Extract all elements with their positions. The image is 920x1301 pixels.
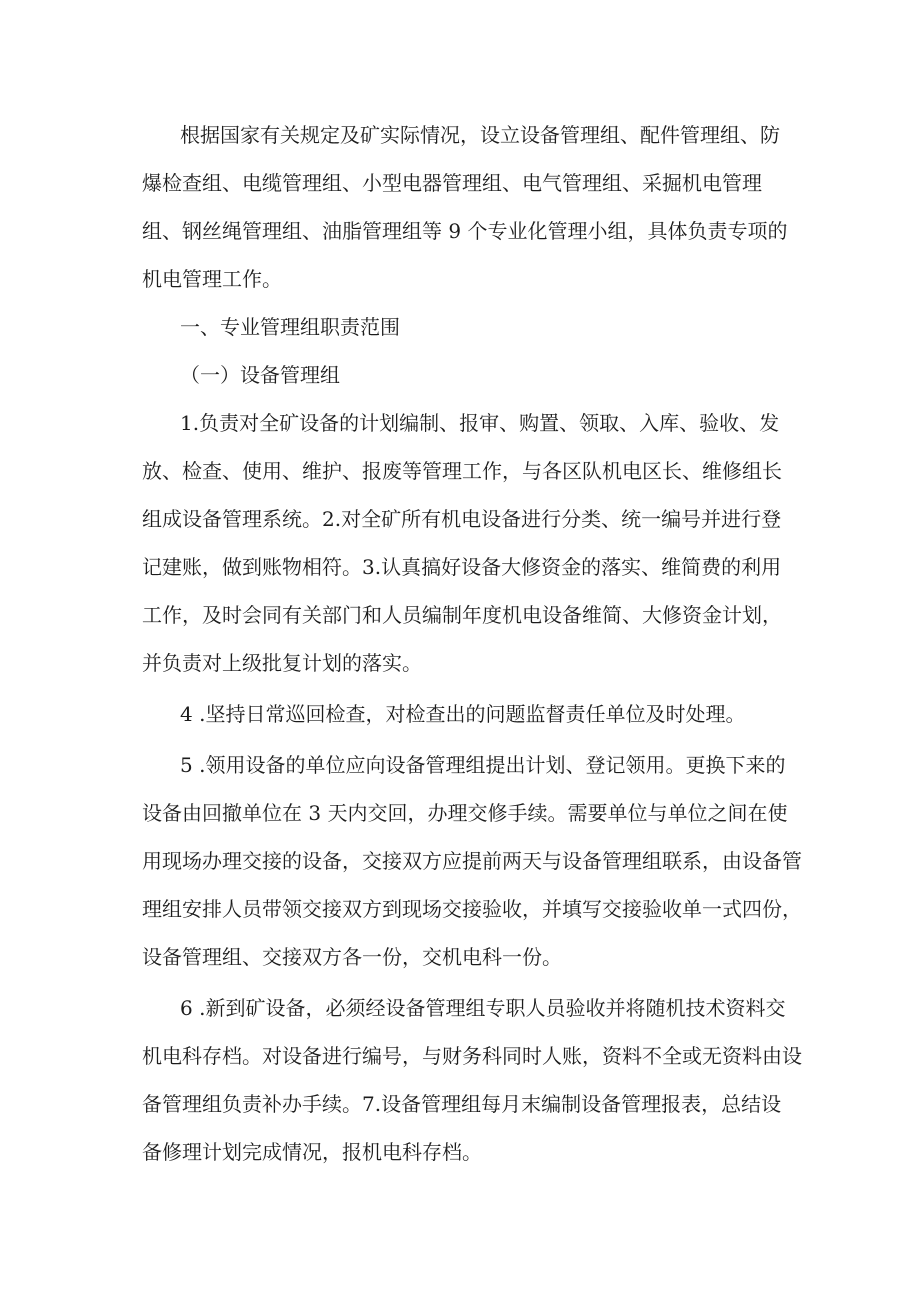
paragraph-item-4 bbox=[142, 690, 792, 738]
paragraph-items-1-3 bbox=[142, 399, 792, 687]
text-line: 记建账，做到账物相符。3.认真搞好设备大修资金的落实、维简费的利用 bbox=[142, 555, 782, 579]
heading-line: （一）设备管理组 bbox=[180, 363, 340, 387]
text-line: 5 .领用设备的单位应向设备管理组提出计划、登记领用。更换下来的 bbox=[180, 753, 786, 777]
text-line: 6 .新到矿设备，必须经设备管理组专职人员验收并将随机技术资料交 bbox=[180, 996, 786, 1020]
text-line: 爆检查组、电缆管理组、小型电器管理组、电气管理组、采掘机电管理 bbox=[142, 171, 762, 195]
text-line: 理组安排人员带领交接双方到现场交接验收，并填写交接验收单一式四份， bbox=[142, 897, 802, 921]
text-line: 工作，及时会同有关部门和人员编制年度机电设备维简、大修资金计划， bbox=[142, 603, 782, 627]
text-line: 机电管理工作。 bbox=[142, 267, 282, 291]
paragraph-items-6-7 bbox=[142, 984, 802, 1176]
text-line: 组、钢丝绳管理组、油脂管理组等 9 个专业化管理小组，具体负责专项的 bbox=[142, 219, 788, 243]
text-line: 根据国家有关规定及矿实际情况，设立设备管理组、配件管理组、防 bbox=[180, 123, 780, 147]
subsection-heading bbox=[142, 351, 792, 399]
section-heading bbox=[142, 303, 792, 351]
text-line: 用现场办理交接的设备，交接双方应提前两天与设备管理组联系，由设备管 bbox=[142, 849, 802, 873]
paragraph-intro bbox=[142, 111, 792, 303]
text-line: 设备由回撤单位在 3 天内交回，办理交修手续。需要单位与单位之间在使 bbox=[142, 801, 788, 825]
text-line: 放、检查、使用、维护、报废等管理工作，与各区队机电区长、维修组长 bbox=[142, 459, 782, 483]
text-line: 机电科存档。对设备进行编号，与财务科同时人账，资料不全或无资料由设 bbox=[142, 1044, 802, 1068]
text-line: 组成设备管理系统。2.对全矿所有机电设备进行分类、统一编号并进行登 bbox=[142, 507, 782, 531]
text-line: 1.负责对全矿设备的计划编制、报审、购置、领取、入库、验收、发 bbox=[180, 411, 780, 435]
text-line: 4 .坚持日常巡回检查，对检查出的问题监督责任单位及时处理。 bbox=[180, 702, 746, 726]
text-line: 并负责对上级批复计划的落实。 bbox=[142, 651, 422, 675]
text-line: 设备管理组、交接双方各一份，交机电科一份。 bbox=[142, 945, 562, 969]
heading-line: 一、专业管理组职责范围 bbox=[180, 315, 400, 339]
text-line: 备管理组负责补办手续。7.设备管理组每月末编制设备管理报表，总结设 bbox=[142, 1092, 782, 1116]
text-line: 备修理计划完成情况，报机电科存档。 bbox=[142, 1140, 482, 1164]
paragraph-item-5 bbox=[142, 741, 802, 981]
